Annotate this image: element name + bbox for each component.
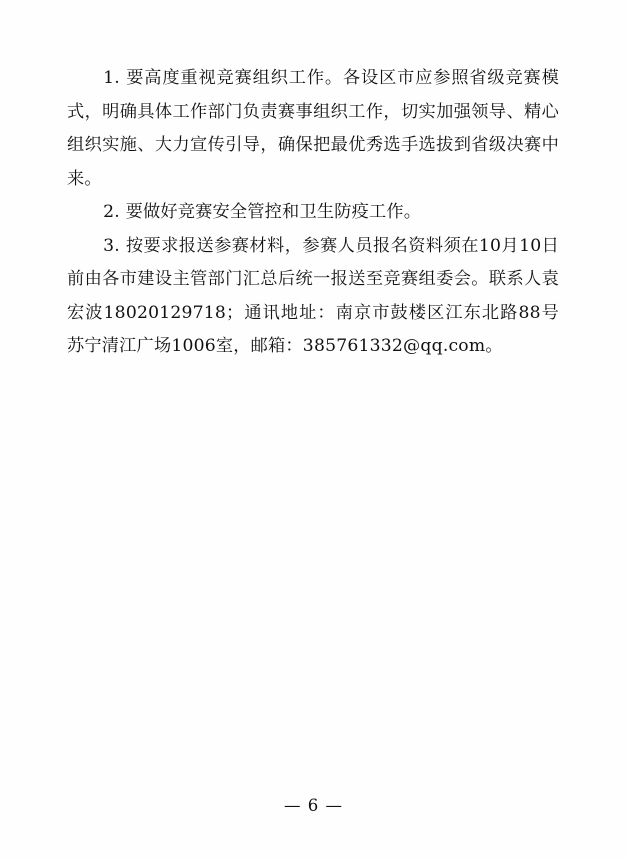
document-body xyxy=(67,62,559,364)
paragraph-3: 3. 按要求报送参赛材料，参赛人员报名资料须在10月10日前由各市建设主管部门汇总后统一报送至竞赛组委会。联系人袁宏波18020129718；通讯地址：南京市鼓楼区江东北路88号苏宁清江广场1006室，邮箱：385761332@qq.com。 xyxy=(67,235,559,356)
paragraph-2: 2. 要做好竞赛安全管控和卫生防疫工作。 xyxy=(103,202,422,222)
paragraph-1: 1. 要高度重视竞赛组织工作。各设区市应参照省级竞赛模式，明确具体工作部门负责赛事组织工作，切实加强领导、精心组织实施、大力宣传引导，确保把最优秀选手选拔到省级决赛中来。 xyxy=(67,68,559,189)
page-footer xyxy=(0,796,627,815)
page-number: — 6 — xyxy=(284,796,343,815)
